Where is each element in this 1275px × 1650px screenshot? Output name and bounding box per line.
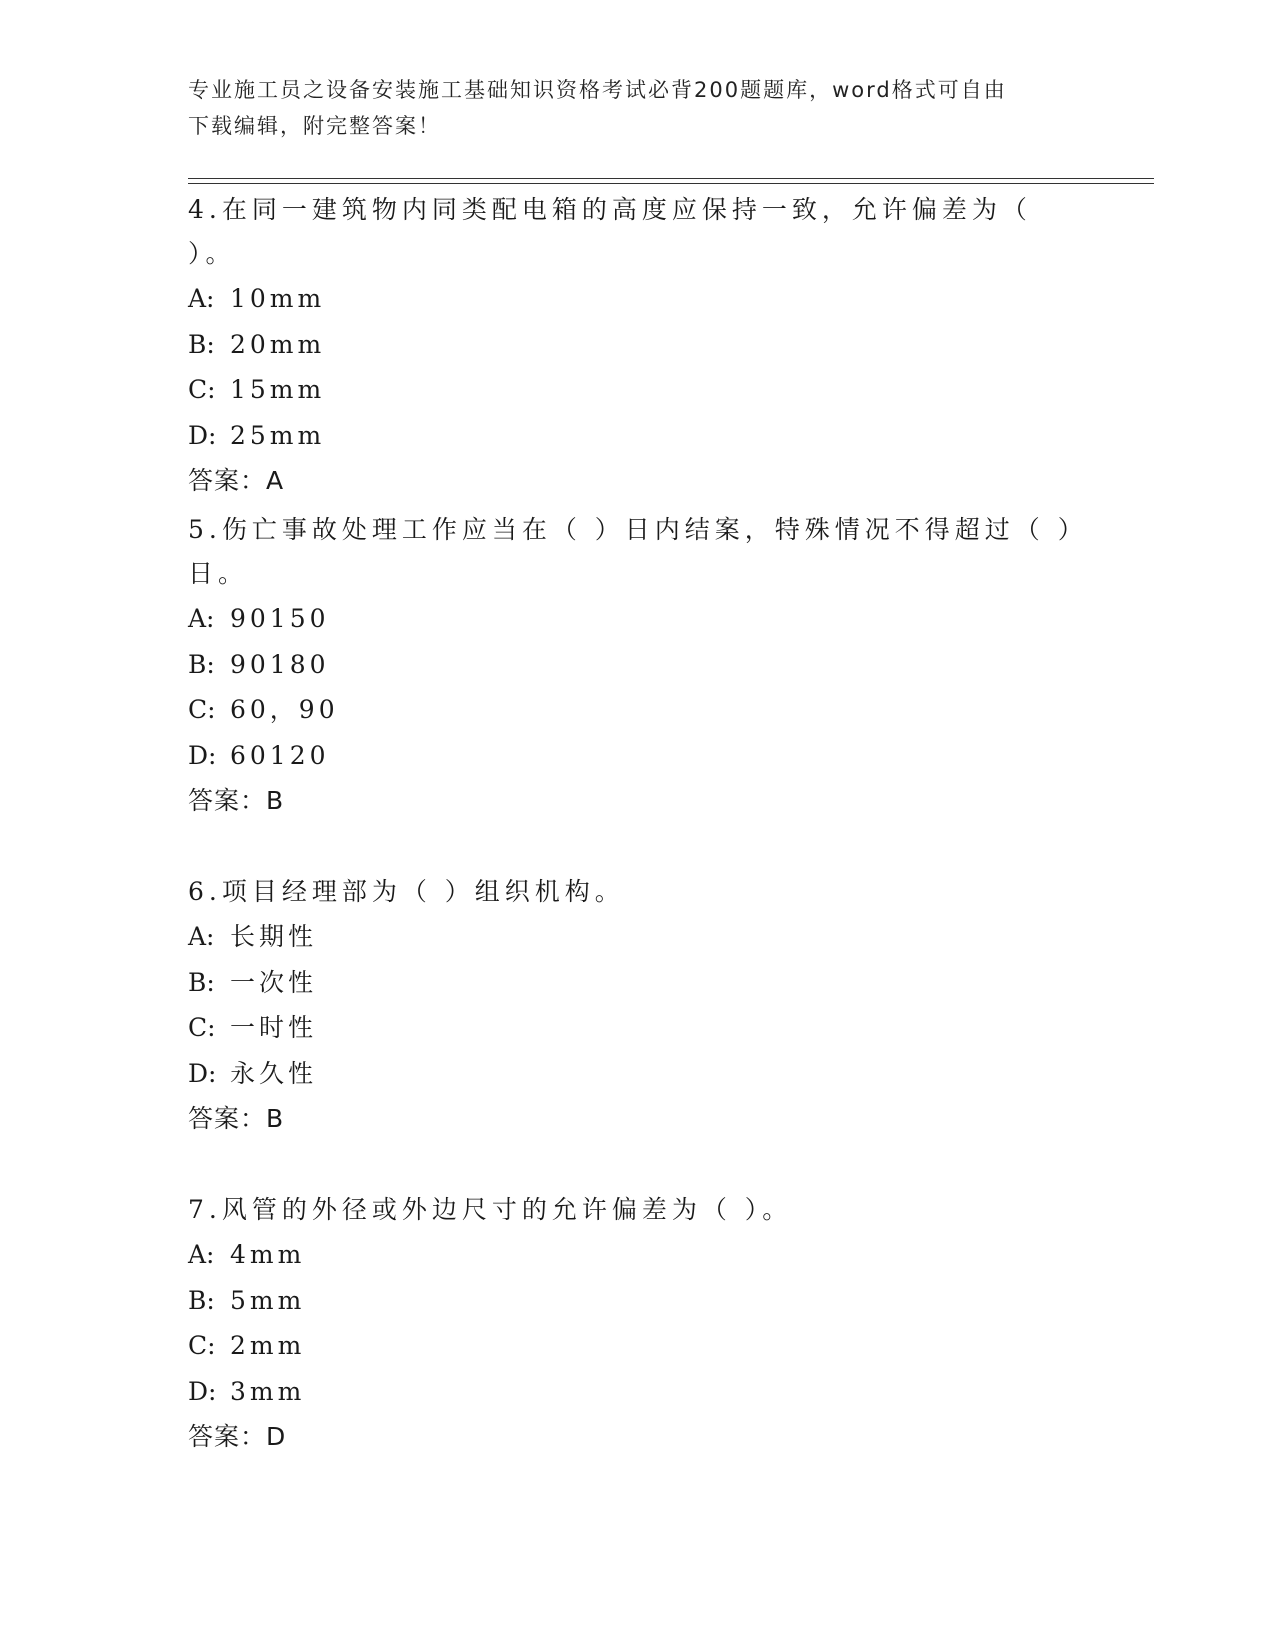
option-value: 20mm — [230, 329, 326, 359]
option-value: 2mm — [230, 1331, 306, 1361]
option-key: C: — [188, 695, 216, 725]
option-key: C: — [188, 375, 216, 405]
answer-line: 答案：D — [188, 1422, 287, 1452]
option-value: 一时性 — [230, 1013, 318, 1043]
option-value: 15mm — [230, 375, 326, 405]
option-a — [188, 596, 1088, 642]
option-key: D: — [188, 1376, 217, 1406]
question-stem: 6.项目经理部为（ ）组织机构。 — [188, 877, 625, 906]
option-key: B: — [188, 329, 215, 359]
option-value: 永久性 — [230, 1058, 318, 1088]
question-6 — [188, 870, 1088, 1141]
option-value: 90150 — [230, 604, 330, 633]
option-b — [188, 1278, 1088, 1324]
option-c — [188, 687, 1088, 733]
question-4 — [188, 188, 1088, 503]
header-line-2: 下载编辑，附完整答案！ — [188, 114, 441, 138]
answer-line: 答案：B — [188, 1104, 285, 1134]
option-value: 5mm — [230, 1285, 306, 1315]
option-key: A: — [188, 1240, 215, 1269]
document-header — [188, 72, 1088, 144]
option-d — [188, 733, 1088, 779]
option-c — [188, 1323, 1088, 1369]
option-d — [188, 413, 1088, 459]
question-7 — [188, 1188, 1088, 1459]
option-value: 60，90 — [230, 695, 339, 725]
question-5 — [188, 508, 1088, 823]
option-b — [188, 960, 1088, 1006]
option-key: B: — [188, 967, 215, 997]
question-stem: 7.风管的外径或外边尺寸的允许偏差为（ ）。 — [188, 1195, 793, 1224]
option-value: 3mm — [230, 1376, 306, 1406]
option-key: D: — [188, 420, 217, 450]
option-value: 10mm — [230, 284, 326, 313]
option-key: A: — [188, 284, 215, 313]
option-value: 25mm — [230, 420, 326, 450]
header-divider-bottom — [188, 183, 1154, 184]
option-d — [188, 1369, 1088, 1415]
option-c — [188, 367, 1088, 413]
option-key: A: — [188, 922, 215, 951]
answer-line: 答案：B — [188, 786, 285, 816]
option-key: B: — [188, 649, 215, 679]
option-key: D: — [188, 740, 217, 770]
option-d — [188, 1051, 1088, 1097]
header-divider-top — [188, 178, 1154, 179]
option-a — [188, 914, 1088, 960]
answer-line: 答案：A — [188, 466, 285, 496]
option-key: D: — [188, 1058, 217, 1088]
option-key: B: — [188, 1285, 215, 1315]
option-a — [188, 276, 1088, 322]
option-key: C: — [188, 1331, 216, 1361]
option-c — [188, 1005, 1088, 1051]
option-b — [188, 322, 1088, 368]
question-stem-continued: 日。 — [188, 559, 249, 588]
option-key: C: — [188, 1013, 216, 1043]
option-a — [188, 1232, 1088, 1278]
option-key: A: — [188, 604, 215, 633]
option-value: 60120 — [230, 740, 330, 770]
option-value: 一次性 — [230, 967, 318, 997]
option-value: 长期性 — [230, 922, 318, 951]
option-b — [188, 642, 1088, 688]
question-stem: 5.伤亡事故处理工作应当在（ ）日内结案，特殊情况不得超过（ ） — [188, 515, 1088, 544]
option-value: 4mm — [230, 1240, 306, 1269]
question-stem: 4.在同一建筑物内同类配电箱的高度应保持一致，允许偏差为（ ）。 — [188, 195, 1032, 268]
option-value: 90180 — [230, 649, 330, 679]
header-line-1: 专业施工员之设备安装施工基础知识资格考试必背200题题库，word格式可自由 — [188, 78, 1007, 102]
